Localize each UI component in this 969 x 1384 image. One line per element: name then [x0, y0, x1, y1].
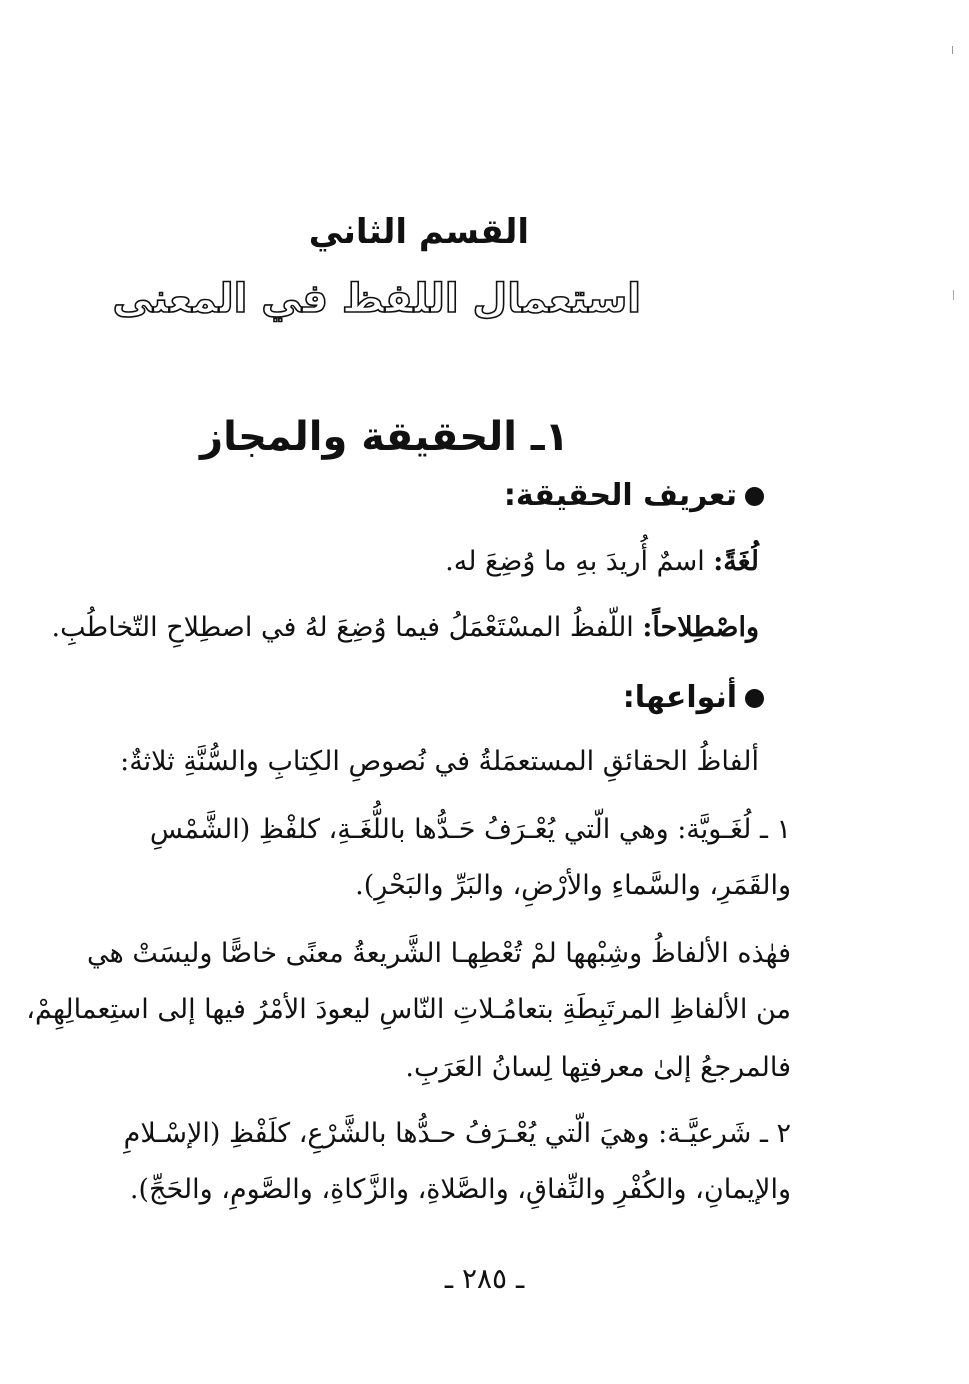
item2-line2: والإيمانِ، والكُفْرِ والنِّفاقِ، والصَّلاةِ، والزَّكاةِ، والصَّومِ، والحَجِّ). — [129, 1174, 791, 1205]
section-title: ١ـ الحقيقة والمجاز — [200, 414, 569, 460]
lugha-text: اسمٌ أُريدَ بهِ ما وُضِعَ له. — [445, 546, 714, 577]
lugha-line — [445, 546, 759, 577]
part-title: القسم الثاني — [308, 212, 529, 252]
istilah-text: اللّفظُ المسْتَعْمَلُ فيما وُضِعَ لهُ في اصطِلاحِ التّخاطُبِ. — [51, 612, 643, 643]
types-heading — [623, 680, 764, 715]
lugha-lead: لُغَةً: — [713, 546, 759, 577]
types-heading-text: أنواعها: — [622, 680, 737, 715]
definition-heading-text: تعريف الحقيقة: — [503, 478, 737, 513]
paragraph-line2: من الألفاظِ المرتَبِطَةِ بتعامُـلاتِ النّاسِ ليعودَ الأمْرُ فيها إلى استِعمالِهِمْ، — [26, 994, 791, 1025]
item1-line2: والقَمَرِ، والسَّماءِ والأرْضِ، والبَرِّ والبَحْرِ). — [355, 870, 791, 901]
istilah-line — [52, 612, 759, 643]
bullet-dot-icon — [745, 689, 764, 708]
scan-mark — [952, 46, 953, 54]
definition-heading — [504, 478, 764, 513]
intro-line: ألفاظُ الحقائقِ المستعمَلةُ في نُصوصِ الكِتابِ والسُّنَّةِ ثلاثةٌ: — [120, 746, 759, 777]
part-subtitle: استعمال اللفظ في المعنى — [112, 276, 641, 322]
paragraph-line3: فالمرجعُ إلىٰ معرفتِها لِسانُ العَرَبِ. — [405, 1052, 791, 1083]
istilah-lead: واصْطِلاحاً: — [642, 612, 759, 643]
paragraph-line1: فهٰذه الألفاظُ وشِبْهها لمْ تُعْطِهـا الشَّريعةُ معنًى خاصًّا وليسَتْ هي — [87, 938, 791, 969]
item1-line1: ١ ـ لُغَـويَّة: وهي الّتي يُعْـرَفُ حَـدُّها باللُّغَـةِ، كلفْظِ (الشَّمْسِ — [149, 814, 791, 845]
scan-mark — [953, 290, 954, 300]
page-number: ـ ٢٨٥ ـ — [444, 1262, 525, 1295]
item2-line1: ٢ ـ شَرعيَّـة: وهيَ الّتي يُعْـرَفُ حـدُّها بالشَّرْعِ، كلَفْظِ (الإسْـلامِ — [123, 1118, 791, 1149]
bullet-dot-icon — [745, 487, 764, 506]
